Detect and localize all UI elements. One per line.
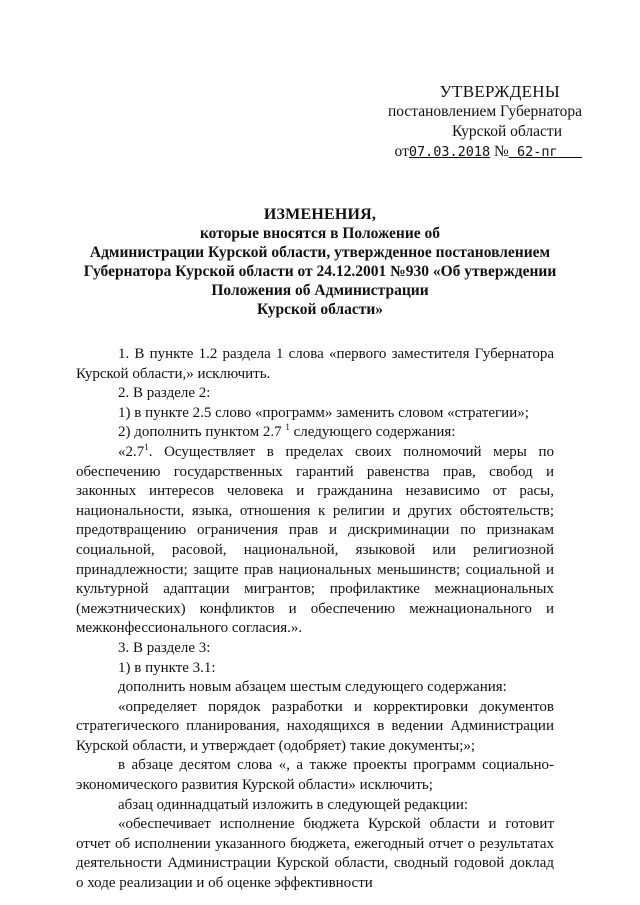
heading-line-1: которые вносятся в Положение об <box>199 225 441 242</box>
paragraph-7: 1) в пункте 3.1: <box>118 659 216 676</box>
date-prefix: от <box>394 143 409 160</box>
paragraph-12: «обеспечивает исполнение бюджета Курской области и готовит отчет об исполнении указанного бюджета, ежегодный отчет о результатах деятельности Администрации Курской области, сводный годовой доклад о ходе реализации и об оценке эффективности <box>76 816 554 892</box>
approval-date-line <box>352 142 582 162</box>
heading-line-5: Курской области» <box>256 301 384 318</box>
approval-title: УТВЕРЖДЕНЫ <box>439 82 560 101</box>
approval-block <box>352 82 582 162</box>
paragraph-6: 3. В разделе 3: <box>118 639 211 656</box>
heading-title: ИЗМЕНЕНИЯ, <box>263 206 377 223</box>
document-body <box>76 345 554 894</box>
approval-date: 07.03.2018 <box>408 144 491 160</box>
paragraph-10: в абзаце десятом слова «, а также проекты программ социально-экономического развития Курской области» исключить; <box>76 757 554 794</box>
approval-number: 62-пг <box>516 144 558 160</box>
approval-line-1: постановлением Губернатора <box>387 103 582 120</box>
heading-line-2: Администрации Курской области, утвержденное постановлением <box>89 244 551 261</box>
number-prefix: № <box>494 143 509 160</box>
paragraph-8: дополнить новым абзацем шестым следующего содержания: <box>118 679 507 696</box>
paragraph-9: «определяет порядок разработки и корректировки документов стратегического планирования, находящихся в ведении Администрации Курской области, и утверждает (одобряет) такие документы;»; <box>76 698 554 754</box>
heading-line-4: Положения об Администрации <box>211 282 429 299</box>
paragraph-5: «$2.7^1$. Осуществляет в пределах своих полномочий меры по обеспечению государственных гарантий равенства прав, свобод и законных интересов человека и гражданина независимо от расы, национальности, языка, отношения к религии и других обстоятельств; предотвращению ограничения прав и дискриминации по признакам социальной, расовой, национальной, языковой или религиозной принадлежности; защите прав национальных меньшинств; социальной и культурной адаптации мигрантов; профилактике межнациональных (межэтнических) конфликтов и обеспечению межнационального и межконфессионального согласия.». <box>76 441 554 637</box>
paragraph-11: абзац одиннадцатый изложить в следующей редакции: <box>118 796 469 813</box>
paragraph-2: 2. В разделе 2: <box>118 385 211 402</box>
paragraph-4: 2) дополнить пунктом 2.7 $^1$ следующего содержания: <box>118 422 456 441</box>
paragraph-1: 1. В пункте 1.2 раздела 1 слова «первого заместителя Губернатора Курской области,» исключить. <box>76 346 554 382</box>
document-heading <box>80 205 560 319</box>
paragraph-3: 1) в пункте 2.5 слово «программ» заменить словом «стратегии»; <box>118 404 529 421</box>
heading-line-3: Губернатора Курской области от 24.12.2001 №930 «Об утверждении <box>83 263 557 280</box>
approval-line-2: Курской области <box>451 123 562 140</box>
